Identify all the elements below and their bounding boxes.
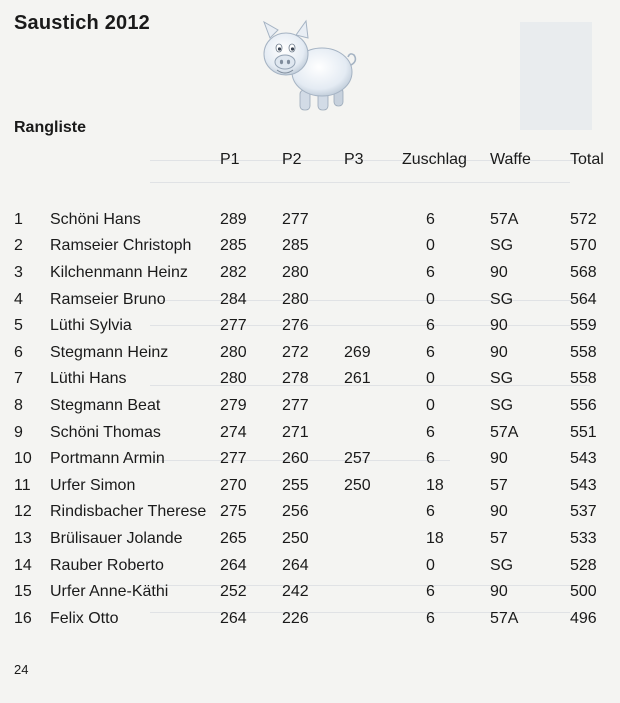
cell-name: Lüthi Hans <box>50 370 127 388</box>
cell-rank: 3 <box>14 264 23 282</box>
cell-p1: 285 <box>220 237 247 255</box>
cell-zuschlag: 0 <box>426 370 435 388</box>
cell-p3 <box>344 526 402 553</box>
cell-zuschlag: 0 <box>426 290 435 308</box>
cell-p2: 242 <box>282 583 309 601</box>
cell-total: 496 <box>570 609 597 627</box>
cell-p1: 264 <box>220 609 247 627</box>
cell-total: 558 <box>570 343 597 361</box>
cell-p2: 250 <box>282 530 309 548</box>
cell-p3 <box>344 579 402 606</box>
cell-p2: 255 <box>282 476 309 494</box>
cell-waffe: SG <box>490 237 514 255</box>
cell-waffe: 90 <box>490 317 508 335</box>
table-row <box>10 340 620 367</box>
table-row <box>10 366 620 393</box>
cell-total: 564 <box>570 290 597 308</box>
col-header-p1: P1 <box>220 151 240 168</box>
cell-name: Ramseier Bruno <box>50 290 166 308</box>
cell-zuschlag: 6 <box>426 450 435 468</box>
cell-p1: 264 <box>220 556 247 574</box>
table-row <box>10 526 620 553</box>
spacer-cell <box>10 180 620 207</box>
cell-waffe: SG <box>490 397 514 415</box>
cell-zuschlag: 0 <box>426 237 435 255</box>
table-row <box>10 260 620 287</box>
cell-p1: 252 <box>220 583 247 601</box>
cell-zuschlag: 6 <box>426 609 435 627</box>
cell-waffe: 57A <box>490 609 519 627</box>
cell-zuschlag: 6 <box>426 343 435 361</box>
cell-name: Stegmann Heinz <box>50 343 169 361</box>
cell-zuschlag: 6 <box>426 210 435 228</box>
cell-zuschlag: 6 <box>426 423 435 441</box>
cell-rank: 16 <box>14 609 32 627</box>
cell-p2: 271 <box>282 423 309 441</box>
cell-rank: 11 <box>14 476 31 494</box>
ranking-table <box>10 140 620 632</box>
col-header-p2: P2 <box>282 151 302 168</box>
col-header-p3: P3 <box>344 151 364 168</box>
cell-zuschlag: 18 <box>426 530 444 548</box>
spacer-row <box>10 180 620 207</box>
cell-zuschlag: 18 <box>426 476 444 494</box>
cell-p1: 274 <box>220 423 247 441</box>
cell-p2: 285 <box>282 237 309 255</box>
cell-p3 <box>344 313 402 340</box>
cell-total: 568 <box>570 264 597 282</box>
cell-waffe: 90 <box>490 264 508 282</box>
cell-name: Schöni Hans <box>50 210 141 228</box>
cell-p1: 270 <box>220 476 247 494</box>
cell-p3 <box>344 606 402 633</box>
cell-name: Rindisbacher Therese <box>50 503 207 521</box>
cell-p1: 277 <box>220 450 247 468</box>
cell-rank: 8 <box>14 397 23 415</box>
page-number: 24 <box>14 662 29 677</box>
table-row <box>10 446 620 473</box>
cell-p3 <box>344 233 402 260</box>
cell-p3 <box>344 207 402 234</box>
cell-p1: 280 <box>220 343 247 361</box>
cell-name: Schöni Thomas <box>50 423 161 441</box>
cell-p2: 280 <box>282 264 309 282</box>
table-row <box>10 552 620 579</box>
cell-total: 543 <box>570 450 597 468</box>
cell-zuschlag: 6 <box>426 317 435 335</box>
page-title: Saustich 2012 <box>14 12 151 34</box>
cell-zuschlag: 0 <box>426 556 435 574</box>
cell-name: Urfer Simon <box>50 476 136 494</box>
cell-waffe: 90 <box>490 583 508 601</box>
cell-p1: 279 <box>220 397 247 415</box>
cell-p2: 272 <box>282 343 309 361</box>
table-row <box>10 419 620 446</box>
table-row <box>10 579 620 606</box>
cell-total: 572 <box>570 210 597 228</box>
cell-waffe: 57 <box>490 530 508 548</box>
table-row <box>10 313 620 340</box>
cell-name: Stegmann Beat <box>50 397 161 415</box>
cell-p1: 289 <box>220 210 247 228</box>
cell-p3 <box>344 499 402 526</box>
cell-p3: 269 <box>344 343 371 361</box>
cell-zuschlag: 0 <box>426 397 435 415</box>
cell-waffe: 90 <box>490 450 508 468</box>
table-row <box>10 473 620 500</box>
cell-waffe: SG <box>490 556 514 574</box>
cell-rank: 4 <box>14 290 23 308</box>
cell-p2: 226 <box>282 609 309 627</box>
cell-p3 <box>344 260 402 287</box>
cell-total: 537 <box>570 503 597 521</box>
pig-icon <box>250 10 360 120</box>
col-header-rank <box>10 140 50 180</box>
col-header-total: Total <box>570 151 604 168</box>
cell-name: Portmann Armin <box>50 450 165 468</box>
col-header-name <box>50 140 220 180</box>
cell-total: 500 <box>570 583 597 601</box>
cell-rank: 12 <box>14 503 32 521</box>
cell-p3: 250 <box>344 476 371 494</box>
cell-name: Lüthi Sylvia <box>50 317 132 335</box>
cell-total: 556 <box>570 397 597 415</box>
cell-p1: 265 <box>220 530 247 548</box>
cell-zuschlag: 6 <box>426 503 435 521</box>
cell-waffe: SG <box>490 290 514 308</box>
cell-name: Felix Otto <box>50 609 119 627</box>
cell-p2: 276 <box>282 317 309 335</box>
cell-rank: 10 <box>14 450 32 468</box>
table-row <box>10 499 620 526</box>
cell-rank: 2 <box>14 237 23 255</box>
cell-total: 558 <box>570 370 597 388</box>
cell-zuschlag: 6 <box>426 583 435 601</box>
cell-name: Kilchenmann Heinz <box>50 264 188 282</box>
cell-rank: 15 <box>14 583 32 601</box>
cell-waffe: 90 <box>490 503 508 521</box>
cell-total: 551 <box>570 423 597 441</box>
table-row <box>10 286 620 313</box>
show-through-image <box>520 22 592 130</box>
cell-total: 570 <box>570 237 597 255</box>
cell-p2: 277 <box>282 397 309 415</box>
cell-p3 <box>344 393 402 420</box>
cell-p2: 256 <box>282 503 309 521</box>
cell-p2: 260 <box>282 450 309 468</box>
cell-waffe: 57 <box>490 476 508 494</box>
cell-waffe: 57A <box>490 210 519 228</box>
cell-rank: 13 <box>14 530 32 548</box>
cell-rank: 1 <box>14 210 23 228</box>
cell-waffe: 90 <box>490 343 508 361</box>
cell-p3: 257 <box>344 450 371 468</box>
cell-p3 <box>344 419 402 446</box>
table-row <box>10 606 620 633</box>
cell-p2: 277 <box>282 210 309 228</box>
cell-rank: 14 <box>14 556 32 574</box>
cell-p2: 264 <box>282 556 309 574</box>
cell-p1: 282 <box>220 264 247 282</box>
cell-rank: 6 <box>14 343 23 361</box>
col-header-zuschlag: Zuschlag <box>402 151 467 168</box>
table-header-row <box>10 140 620 180</box>
cell-zuschlag: 6 <box>426 264 435 282</box>
cell-name: Rauber Roberto <box>50 556 164 574</box>
cell-total: 533 <box>570 530 597 548</box>
table-row <box>10 207 620 234</box>
cell-p2: 278 <box>282 370 309 388</box>
cell-total: 559 <box>570 317 597 335</box>
cell-p3 <box>344 286 402 313</box>
cell-p1: 280 <box>220 370 247 388</box>
cell-name: Brülisauer Jolande <box>50 530 183 548</box>
cell-total: 528 <box>570 556 597 574</box>
table-row <box>10 393 620 420</box>
cell-p1: 284 <box>220 290 247 308</box>
cell-p1: 277 <box>220 317 247 335</box>
cell-rank: 7 <box>14 370 23 388</box>
cell-waffe: SG <box>490 370 514 388</box>
cell-p3: 261 <box>344 370 371 388</box>
cell-name: Ramseier Christoph <box>50 237 192 255</box>
cell-rank: 9 <box>14 423 23 441</box>
cell-name: Urfer Anne-Käthi <box>50 583 169 601</box>
cell-waffe: 57A <box>490 423 519 441</box>
col-header-waffe: Waffe <box>490 151 531 168</box>
section-heading: Rangliste <box>14 119 87 136</box>
cell-p3 <box>344 552 402 579</box>
cell-p1: 275 <box>220 503 247 521</box>
cell-p2: 280 <box>282 290 309 308</box>
cell-rank: 5 <box>14 317 23 335</box>
table-row <box>10 233 620 260</box>
cell-total: 543 <box>570 476 597 494</box>
